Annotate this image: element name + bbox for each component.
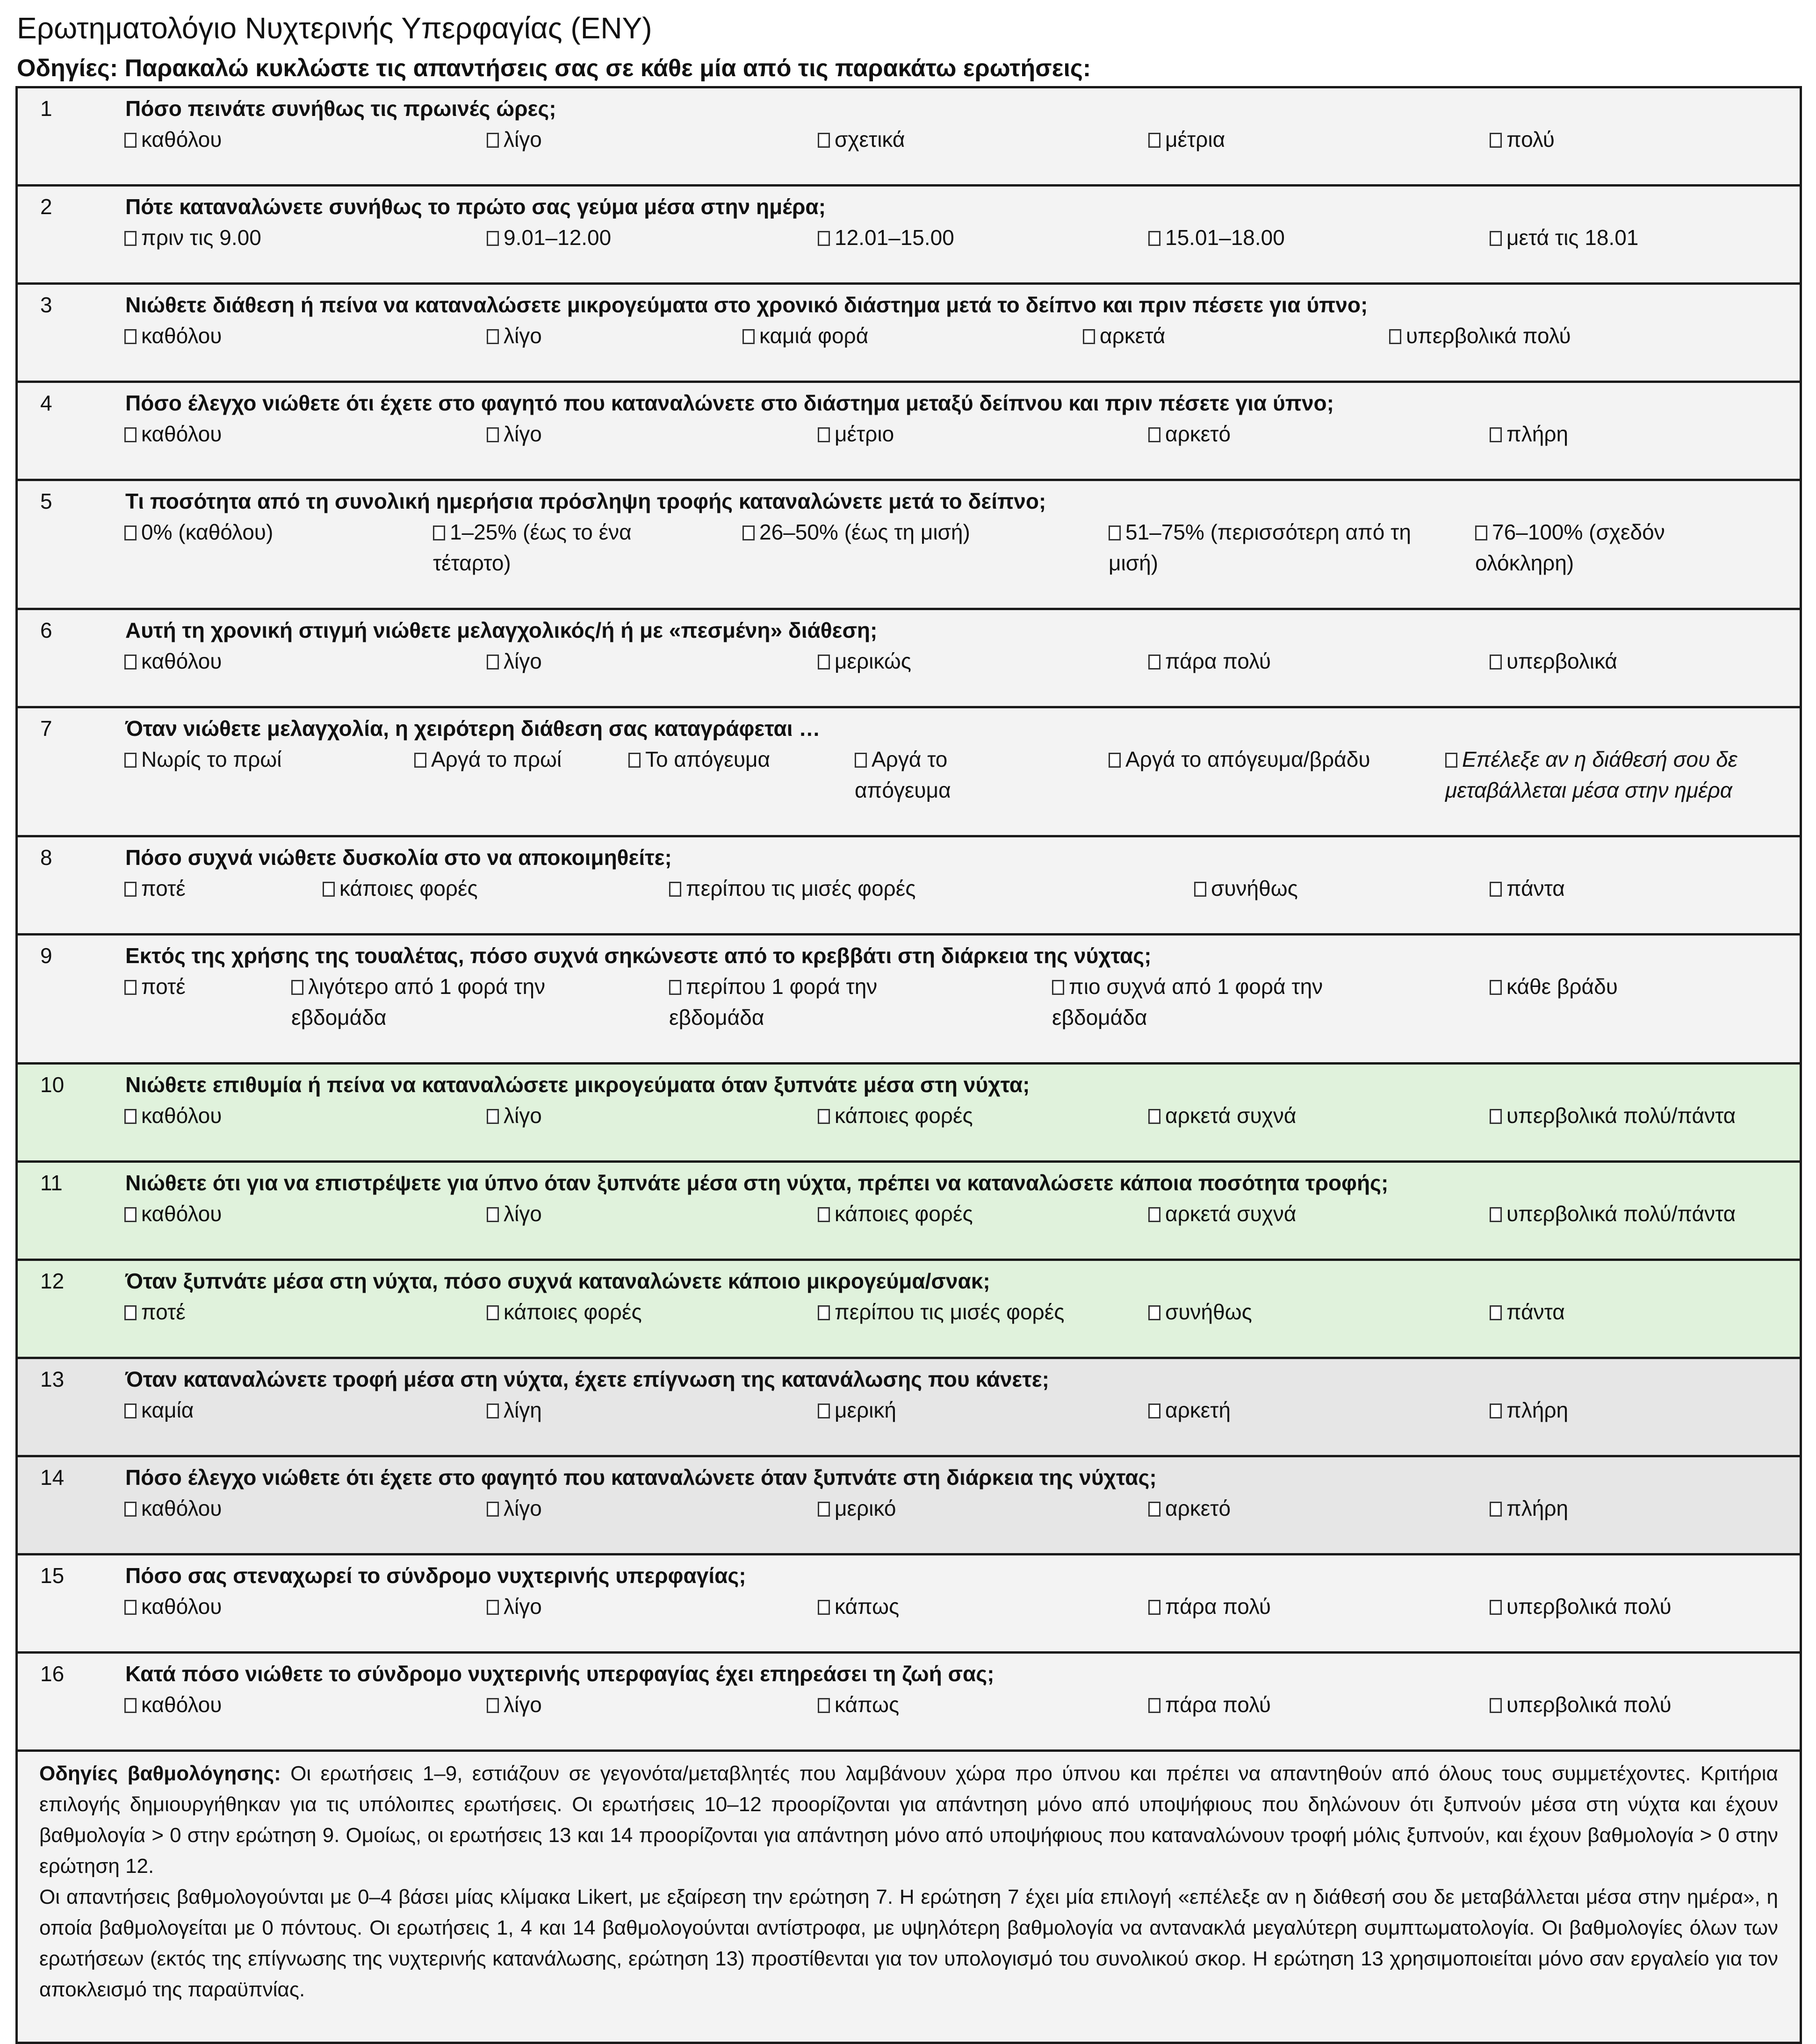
question-text: Νιώθετε επιθυμία ή πείνα να καταναλώσετε μικρογεύματα όταν ξυπνάτε μέσα στη νύχτα;	[125, 1072, 1030, 1097]
checkbox[interactable]	[1389, 329, 1401, 344]
question-8	[18, 837, 1800, 936]
checkbox[interactable]	[1148, 1109, 1160, 1124]
checkbox[interactable]	[669, 882, 681, 897]
option[interactable]: 0% (καθόλου)	[124, 517, 414, 547]
option[interactable]: περίπου τις μισές φορές	[669, 873, 915, 904]
checkbox[interactable]	[818, 1109, 830, 1124]
checkbox[interactable]	[124, 427, 137, 442]
question-number: 3	[40, 293, 52, 317]
question-16	[18, 1654, 1800, 1752]
option[interactable]: 12.01–15.00	[818, 222, 954, 253]
option[interactable]: κάπως	[818, 1689, 899, 1720]
scoring-instructions	[18, 1752, 1800, 2042]
checkbox[interactable]	[1148, 231, 1160, 246]
option[interactable]: 15.01–18.00	[1148, 222, 1285, 253]
checkbox[interactable]	[124, 525, 137, 540]
option[interactable]: πιο συχνά από 1 φορά την εβδομάδα	[1052, 974, 1323, 1029]
option[interactable]: κάποιες φορές	[818, 1198, 973, 1229]
option[interactable]: ποτέ	[124, 873, 186, 904]
option[interactable]: λίγο	[487, 1493, 542, 1524]
option[interactable]: υπερβολικά πολύ	[1389, 320, 1571, 351]
checkbox[interactable]	[487, 427, 499, 442]
option[interactable]: καθόλου	[124, 1493, 222, 1524]
option[interactable]: υπερβολικά πολύ/πάντα	[1490, 1100, 1736, 1131]
checkbox[interactable]	[669, 980, 681, 995]
checkbox[interactable]	[124, 753, 137, 768]
option[interactable]: καθόλου	[124, 1591, 222, 1622]
options	[18, 873, 1800, 938]
options	[18, 1395, 1800, 1460]
checkbox[interactable]	[487, 1502, 499, 1517]
option[interactable]: 9.01–12.00	[487, 222, 611, 253]
question-text: Όταν νιώθετε μελαγχολία, η χειρότερη διάθεση σας καταγράφεται …	[125, 716, 821, 741]
checkbox[interactable]	[1148, 427, 1160, 442]
question-text: Πόσο έλεγχο νιώθετε ότι έχετε στο φαγητό που καταναλώνετε όταν ξυπνάτε στη διάρκεια της νύχτας;	[125, 1465, 1157, 1490]
question-6	[18, 610, 1800, 708]
question-13	[18, 1359, 1800, 1457]
question-number: 8	[40, 845, 52, 870]
options	[18, 320, 1800, 386]
option[interactable]: υπερβολικά πολύ	[1490, 1591, 1672, 1622]
options	[18, 517, 1800, 582]
option[interactable]: καθόλου	[124, 646, 222, 677]
option[interactable]: αρκετά συχνά	[1148, 1100, 1296, 1131]
checkbox[interactable]	[124, 231, 137, 246]
option[interactable]: 1–25% (έως το ένα τέταρτο)	[433, 520, 632, 575]
question-11	[18, 1163, 1800, 1261]
option[interactable]: καθόλου	[124, 1689, 222, 1720]
checkbox[interactable]	[1490, 1207, 1502, 1222]
checkbox[interactable]	[742, 329, 755, 344]
option[interactable]: Αργά το απόγευμα/βράδυ	[1109, 744, 1370, 775]
checkbox[interactable]	[124, 1698, 137, 1713]
question-number: 1	[40, 96, 52, 121]
option[interactable]: λίγη	[487, 1395, 542, 1425]
checkbox[interactable]	[1490, 1600, 1502, 1615]
checkbox[interactable]	[487, 1109, 499, 1124]
checkbox[interactable]	[124, 329, 137, 344]
checkbox[interactable]	[487, 231, 499, 246]
question-text: Πόσο σας στεναχωρεί το σύνδρομο νυχτερινής υπερφαγίας;	[125, 1563, 746, 1588]
question-text: Πόσο συχνά νιώθετε δυσκολία στο να αποκοιμηθείτε;	[125, 845, 672, 870]
question-14	[18, 1457, 1800, 1555]
checkbox[interactable]	[433, 525, 445, 540]
option[interactable]: μερική	[818, 1395, 896, 1425]
checkbox[interactable]	[818, 1403, 830, 1418]
option[interactable]: καθόλου	[124, 320, 222, 351]
options	[18, 1198, 1800, 1264]
question-2	[18, 187, 1800, 285]
checkbox[interactable]	[818, 231, 830, 246]
checkbox[interactable]	[1490, 1403, 1502, 1418]
option[interactable]: μετά τις 18.01	[1490, 222, 1638, 253]
checkbox[interactable]	[1148, 655, 1160, 669]
checkbox[interactable]	[124, 133, 137, 148]
question-text: Νιώθετε ότι για να επιστρέψετε για ύπνο όταν ξυπνάτε μέσα στη νύχτα, πρέπει να καταναλώσετε κάποια ποσότητα τροφής;	[125, 1171, 1389, 1195]
option[interactable]: καθόλου	[124, 1100, 222, 1131]
checkbox[interactable]	[487, 1600, 499, 1615]
option[interactable]: πάρα πολύ	[1148, 1591, 1271, 1622]
option[interactable]: καθόλου	[124, 418, 222, 449]
option[interactable]: ποτέ	[124, 971, 186, 1002]
checkbox[interactable]	[1490, 655, 1502, 669]
checkbox[interactable]	[1490, 427, 1502, 442]
question-5	[18, 481, 1800, 610]
checkbox[interactable]	[487, 133, 499, 148]
option[interactable]: αρκετό	[1148, 418, 1231, 449]
checkbox[interactable]	[1052, 980, 1064, 995]
checkbox[interactable]	[1148, 1600, 1160, 1615]
checkbox[interactable]	[1109, 753, 1121, 768]
question-text: Κατά πόσο νιώθετε το σύνδρομο νυχτερινής υπερφαγίας έχει επηρεάσει τη ζωή σας;	[125, 1662, 994, 1686]
option[interactable]: πριν τις 9.00	[124, 222, 261, 253]
option[interactable]: Το απόγευμα	[628, 744, 770, 775]
question-text: Όταν καταναλώνετε τροφή μέσα στη νύχτα, έχετε επίγνωση της κατανάλωσης που κάνετε;	[125, 1367, 1049, 1391]
option[interactable]: λίγο	[487, 1100, 542, 1131]
option[interactable]: μέτρια	[1148, 124, 1225, 155]
question-number: 10	[40, 1072, 65, 1097]
checkbox[interactable]	[487, 1207, 499, 1222]
checkbox[interactable]	[1445, 753, 1457, 768]
options	[18, 418, 1800, 484]
checkbox[interactable]	[818, 1305, 830, 1320]
question-number: 9	[40, 943, 52, 968]
option[interactable]: πλήρη	[1490, 1395, 1568, 1425]
question-number: 2	[40, 194, 52, 219]
question-number: 13	[40, 1367, 65, 1391]
question-text: Πότε καταναλώνετε συνήθως το πρώτο σας γεύμα μέσα στην ημέρα;	[125, 194, 826, 219]
question-text: Πόσο πεινάτε συνήθως τις πρωινές ώρες;	[125, 96, 556, 121]
checkbox[interactable]	[323, 882, 335, 897]
checkbox[interactable]	[855, 753, 867, 768]
option[interactable]: πάντα	[1490, 873, 1565, 904]
options	[18, 222, 1800, 288]
option[interactable]: μερικό	[818, 1493, 896, 1524]
question-number: 4	[40, 391, 52, 415]
checkbox[interactable]	[818, 1600, 830, 1615]
question-12	[18, 1261, 1800, 1359]
checkbox[interactable]	[1148, 133, 1160, 148]
option[interactable]: 51–75% (περισσότερη από τη μισή)	[1109, 520, 1411, 575]
option[interactable]: σχετικά	[818, 124, 905, 155]
option[interactable]: λιγότερο από 1 φορά την εβδομάδα	[291, 974, 546, 1029]
scoring-lead: Οδηγίες βαθμολόγησης:	[39, 1762, 281, 1785]
checkbox[interactable]	[1475, 525, 1487, 540]
option[interactable]: μέτριο	[818, 418, 894, 449]
checkbox[interactable]	[124, 882, 137, 897]
scoring-paragraph-1: Οδηγίες βαθμολόγησης: Οι ερωτήσεις 1–9, εστιάζουν σε γεγονότα/μεταβλητές που λαμβάνουν χώρα προ ύπνου και πρέπει να απαντηθούν από όλους τους συμμετέχοντες. Κριτήρια επιλογής δημιουργήθηκαν για τις υπόλοιπες ερωτήσεις. Οι ερωτήσεις 10–12 προορίζονται για απάντηση μόνο από υποψήφιους που δηλώνουν ότι ξυπνούν μέσα στη νύχτα και έχουν βαθμολογία > 0 στην ερώτηση 9. Ομοίως, οι ερωτήσεις 13 και 14 προορίζονται για απάντηση μόνο από υποψήφιους που καταναλώνουν τροφή μόλις ξυπνούν, και έχουν βαθμολογία > 0 στην ερώτηση 12.	[39, 1762, 1778, 1878]
option[interactable]: αρκετά	[1083, 320, 1165, 351]
options	[18, 1591, 1800, 1656]
question-number: 5	[40, 489, 52, 513]
option[interactable]: καθόλου	[124, 1198, 222, 1229]
checkbox[interactable]	[1109, 525, 1121, 540]
checkbox[interactable]	[742, 525, 755, 540]
option[interactable]: πλήρη	[1490, 1493, 1568, 1524]
question-number: 12	[40, 1269, 65, 1293]
question-9	[18, 936, 1800, 1065]
option[interactable]: καθόλου	[124, 124, 222, 155]
option[interactable]: κάπως	[818, 1591, 899, 1622]
checkbox[interactable]	[291, 980, 303, 995]
option[interactable]: Αργά το απόγευμα	[855, 747, 951, 802]
option[interactable]: καμιά φορά	[742, 320, 868, 351]
option[interactable]: πάντα	[1490, 1296, 1565, 1327]
checkbox[interactable]	[124, 1600, 137, 1615]
checkbox[interactable]	[1490, 1305, 1502, 1320]
checkbox[interactable]	[487, 1698, 499, 1713]
options	[18, 1296, 1800, 1362]
checkbox[interactable]	[487, 1403, 499, 1418]
question-text: Νιώθετε διάθεση ή πείνα να καταναλώσετε μικρογεύματα στο χρονικό διάστημα μετά το δείπνο και πριν πέσετε για ύπνο;	[125, 293, 1368, 317]
checkbox[interactable]	[124, 1403, 137, 1418]
checkbox[interactable]	[124, 1305, 137, 1320]
checkbox[interactable]	[1490, 133, 1502, 148]
option[interactable]: συνήθως	[1194, 873, 1298, 904]
checkbox[interactable]	[818, 655, 830, 669]
scoring-paragraph-2: Οι απαντήσεις βαθμολογούνται με 0–4 βάσει μίας κλίμακα Likert, με εξαίρεση την ερώτηση 7. Η ερώτηση 7 έχει μία επιλογή «επέλεξε αν η διάθεσή σου δε μεταβάλλεται μέσα στην ημέρα», η οποία βαθμολογείται με 0 πόντους. Οι ερωτήσεις 1, 4 και 14 βαθμολογούνται αντίστροφα, με υψηλότερη βαθμολογία να αντανακλά μεγαλύτερη συμπτωματολογία. Οι βαθμολογίες όλων των ερωτήσεων (εκτός της επίγνωσης της νυχτερινής κατανάλωσης, ερώτηση 13) προστίθενται για τον υπολογισμό του συνολικού σκορ. Η ερώτηση 13 χρησιμοποιείται μόνο σαν εργαλείο για τον αποκλεισμό της παραϋπνίας.	[39, 1886, 1778, 2001]
checkbox[interactable]	[1148, 1305, 1160, 1320]
options	[18, 646, 1800, 711]
option[interactable]: μερικώς	[818, 646, 911, 677]
option[interactable]: Αργά το πρωί	[414, 744, 562, 775]
question-text: Πόσο έλεγχο νιώθετε ότι έχετε στο φαγητό που καταναλώνετε στο διάστημα μεταξύ δείπνου και πριν πέσετε για ύπνο;	[125, 391, 1334, 415]
checkbox[interactable]	[487, 1305, 499, 1320]
option[interactable]: λίγο	[487, 1689, 542, 1720]
checkbox[interactable]	[1490, 1502, 1502, 1517]
option[interactable]: πολύ	[1490, 124, 1555, 155]
option[interactable]: υπερβολικά πολύ/πάντα	[1490, 1198, 1736, 1229]
question-3	[18, 285, 1800, 383]
checkbox[interactable]	[1490, 231, 1502, 246]
checkbox[interactable]	[628, 753, 641, 768]
checkbox[interactable]	[124, 1109, 137, 1124]
checkbox[interactable]	[124, 980, 137, 995]
option[interactable]: πάρα πολύ	[1148, 1689, 1271, 1720]
question-4	[18, 383, 1800, 481]
option[interactable]: λίγο	[487, 320, 542, 351]
checkbox[interactable]	[818, 1207, 830, 1222]
option[interactable]: κάθε βράδυ	[1490, 971, 1618, 1002]
question-text: Τι ποσότητα από τη συνολική ημερήσια πρόσληψη τροφής καταναλώνετε μετά το δείπνο;	[125, 489, 1046, 513]
checkbox[interactable]	[1148, 1698, 1160, 1713]
question-number: 11	[40, 1171, 63, 1195]
checkbox[interactable]	[1490, 980, 1502, 995]
question-number: 7	[40, 716, 52, 741]
options	[18, 1100, 1800, 1166]
option[interactable]: αρκετά συχνά	[1148, 1198, 1296, 1229]
option[interactable]: καμία	[124, 1395, 194, 1425]
options	[18, 1493, 1800, 1558]
option[interactable]: 26–50% (έως τη μισή)	[742, 517, 1060, 547]
question-text: Όταν ξυπνάτε μέσα στη νύχτα, πόσο συχνά καταναλώνετε κάποιο μικρογεύμα/σνακ;	[125, 1269, 990, 1293]
checkbox[interactable]	[1148, 1403, 1160, 1418]
checkbox[interactable]	[487, 329, 499, 344]
option[interactable]: αρκετή	[1148, 1395, 1231, 1425]
options	[18, 744, 1800, 809]
question-10	[18, 1065, 1800, 1163]
option[interactable]: λίγο	[487, 1591, 542, 1622]
option[interactable]: ποτέ	[124, 1296, 186, 1327]
question-number: 14	[40, 1465, 65, 1490]
option[interactable]: 76–100% (σχεδόν ολόκληρη)	[1475, 520, 1665, 575]
option[interactable]: αρκετό	[1148, 1493, 1231, 1524]
option[interactable]: λίγο	[487, 1198, 542, 1229]
checkbox[interactable]	[818, 133, 830, 148]
checkbox[interactable]	[818, 1502, 830, 1517]
option[interactable]: κάποιες φορές	[818, 1100, 973, 1131]
question-text: Αυτή τη χρονική στιγμή νιώθετε μελαγχολικός/ή ή με «πεσμένη» διάθεση;	[125, 618, 878, 642]
option[interactable]: Επέλεξε αν η διάθεσή σου δε μεταβάλλεται μέσα στην ημέρα	[1445, 747, 1737, 802]
question-7	[18, 708, 1800, 837]
option[interactable]: κάποιες φορές	[323, 873, 478, 904]
question-number: 16	[40, 1662, 65, 1686]
question-number: 15	[40, 1563, 65, 1588]
options	[18, 971, 1800, 1036]
option[interactable]: περίπου 1 φορά την εβδομάδα	[669, 974, 878, 1029]
question-text: Εκτός της χρήσης της τουαλέτας, πόσο συχνά σηκώνεστε από το κρεββάτι στη διάρκεια της νύχτας;	[125, 943, 1152, 968]
checkbox[interactable]	[487, 655, 499, 669]
checkbox[interactable]	[414, 753, 426, 768]
options	[18, 124, 1800, 189]
option[interactable]: Νωρίς το πρωί	[124, 744, 281, 775]
checkbox[interactable]	[1083, 329, 1095, 344]
instructions: Οδηγίες: Παρακαλώ κυκλώστε τις απαντήσεις σας σε κάθε μία από τις παρακάτω ερωτήσεις:	[17, 55, 1091, 82]
option[interactable]: λίγο	[487, 646, 542, 677]
checkbox[interactable]	[1148, 1502, 1160, 1517]
question-1	[18, 88, 1800, 187]
option[interactable]: λίγο	[487, 124, 542, 155]
option[interactable]: κάποιες φορές	[487, 1296, 642, 1327]
checkbox[interactable]	[818, 1698, 830, 1713]
checkbox[interactable]	[818, 427, 830, 442]
checkbox[interactable]	[124, 655, 137, 669]
checkbox[interactable]	[1490, 882, 1502, 897]
checkbox[interactable]	[124, 1207, 137, 1222]
checkbox[interactable]	[1490, 1109, 1502, 1124]
checkbox[interactable]	[124, 1502, 137, 1517]
option[interactable]: πλήρη	[1490, 418, 1568, 449]
option[interactable]: υπερβολικά πολύ	[1490, 1689, 1672, 1720]
option[interactable]: υπερβολικά	[1490, 646, 1617, 677]
option[interactable]: συνήθως	[1148, 1296, 1252, 1327]
question-number: 6	[40, 618, 52, 642]
option[interactable]: πάρα πολύ	[1148, 646, 1271, 677]
option[interactable]: λίγο	[487, 418, 542, 449]
question-15	[18, 1555, 1800, 1654]
checkbox[interactable]	[1490, 1698, 1502, 1713]
questionnaire-table	[15, 86, 1802, 2044]
options	[18, 1689, 1800, 1755]
option[interactable]: περίπου τις μισές φορές	[818, 1296, 1064, 1327]
checkbox[interactable]	[1194, 882, 1206, 897]
checkbox[interactable]	[1148, 1207, 1160, 1222]
page-title: Ερωτηματολόγιο Νυχτερινής Υπερφαγίας (ΕΝΥ)	[17, 11, 652, 45]
